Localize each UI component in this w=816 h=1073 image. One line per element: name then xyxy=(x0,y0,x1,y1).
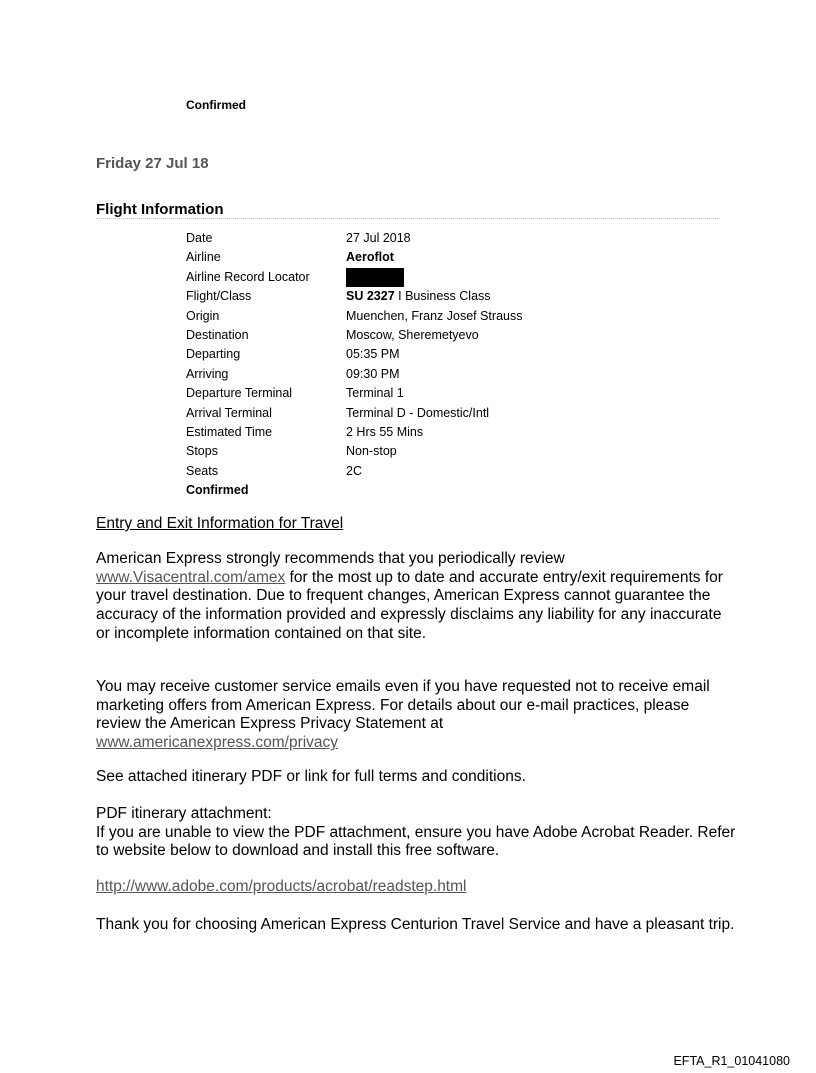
entry-text-part1: American Express strongly recommends that you periodically review xyxy=(96,550,565,567)
flight-detail-label: Departing xyxy=(186,347,241,362)
flight-detail-row xyxy=(186,345,522,364)
entry-exit-title: Entry and Exit Information for Travel xyxy=(96,515,344,532)
flight-detail-value: Non-stop xyxy=(346,444,397,459)
flight-details-table xyxy=(186,229,522,501)
flight-detail-row xyxy=(186,365,522,384)
flight-status: Confirmed xyxy=(186,483,249,498)
flight-detail-value: Muenchen, Franz Josef Strauss xyxy=(346,308,523,323)
flight-detail-label: Airline xyxy=(186,250,221,265)
flight-information-title: Flight Information xyxy=(96,201,224,218)
flight-detail-value: 05:35 PM xyxy=(346,347,400,362)
redaction-box xyxy=(346,268,404,287)
section-divider xyxy=(96,218,720,219)
flight-detail-row xyxy=(186,442,522,461)
flight-detail-row xyxy=(186,287,522,306)
flight-detail-row xyxy=(186,229,522,248)
flight-detail-label: Date xyxy=(186,231,213,245)
flight-detail-label: Flight/Class xyxy=(186,289,252,304)
flight-detail-value xyxy=(346,268,522,287)
flight-detail-value: 2C xyxy=(346,463,362,478)
flight-detail-value: 27 Jul 2018 xyxy=(346,231,411,245)
flight-detail-label: Arrival Terminal xyxy=(186,405,272,420)
flight-details xyxy=(186,229,522,501)
day-header: Friday 27 Jul 18 xyxy=(96,155,209,172)
entry-exit-paragraph xyxy=(96,550,736,644)
flight-detail-row xyxy=(186,462,522,481)
flight-detail-label: Destination xyxy=(186,328,249,343)
flight-status-row xyxy=(186,481,522,500)
email-paragraph xyxy=(96,678,736,753)
flight-detail-value: 2 Hrs 55 Mins xyxy=(346,425,424,440)
email-text: You may receive customer service emails even if you have requested not to receive email marketing offers from American Express. For details about our e-mail practices, please review the American Express Privacy Statement at xyxy=(96,678,710,733)
flight-detail-row xyxy=(186,423,522,442)
entry-text-part2: for the most up to date and accurate entry/exit requirements for your travel destination. Due to frequent changes, American Express cannot guarantee the accuracy of the information provided and expressly disclaims any liability for any inaccurate or incomplete information contained on that site. xyxy=(96,568,723,642)
flight-detail-label: Origin xyxy=(186,308,220,323)
flight-detail-label: Airline Record Locator xyxy=(186,269,310,284)
flight-detail-label: Departure Terminal xyxy=(186,386,293,401)
adobe-link[interactable]: http://www.adobe.com/products/acrobat/readstep.html xyxy=(96,878,467,895)
flight-detail-row xyxy=(186,248,522,267)
privacy-link[interactable]: www.americanexpress.com/privacy xyxy=(96,734,339,752)
flight-detail-label: Estimated Time xyxy=(186,425,273,440)
flight-detail-row xyxy=(186,404,522,423)
flight-detail-value: Terminal D - Domestic/Intl xyxy=(346,405,490,420)
flight-class: I Business Class xyxy=(394,289,491,304)
flight-detail-row xyxy=(186,268,522,287)
status-confirmed-top: Confirmed xyxy=(186,98,246,112)
flight-detail-row xyxy=(186,326,522,345)
terms-paragraph: See attached itinerary PDF or link for full terms and conditions. xyxy=(96,768,526,785)
flight-detail-row xyxy=(186,384,522,403)
flight-detail-value: Terminal 1 xyxy=(346,386,404,401)
adobe-link-line xyxy=(96,878,736,897)
flight-detail-value: Moscow, Sheremetyevo xyxy=(346,328,479,343)
flight-detail-label: Arriving xyxy=(186,366,229,381)
flight-detail-value: 09:30 PM xyxy=(346,366,400,381)
pdf-line1: PDF itinerary attachment: xyxy=(96,805,272,822)
flight-detail-value xyxy=(346,287,522,306)
flight-number: SU 2327 xyxy=(346,289,395,304)
flight-detail-row xyxy=(186,307,522,326)
flight-detail-label: Stops xyxy=(186,444,218,459)
document-id: EFTA_R1_01041080 xyxy=(673,1054,790,1068)
visacentral-link[interactable]: www.Visacentral.com/amex xyxy=(96,568,286,586)
thanks-paragraph: Thank you for choosing American Express Centurion Travel Service and have a pleasant trip. xyxy=(96,916,735,933)
pdf-paragraph xyxy=(96,805,736,861)
flight-detail-label: Seats xyxy=(186,463,218,478)
pdf-line2: If you are unable to view the PDF attachment, ensure you have Adobe Acrobat Reader. Refer to website below to download and install this free software. xyxy=(96,823,736,860)
flight-detail-value: Aeroflot xyxy=(346,250,394,265)
